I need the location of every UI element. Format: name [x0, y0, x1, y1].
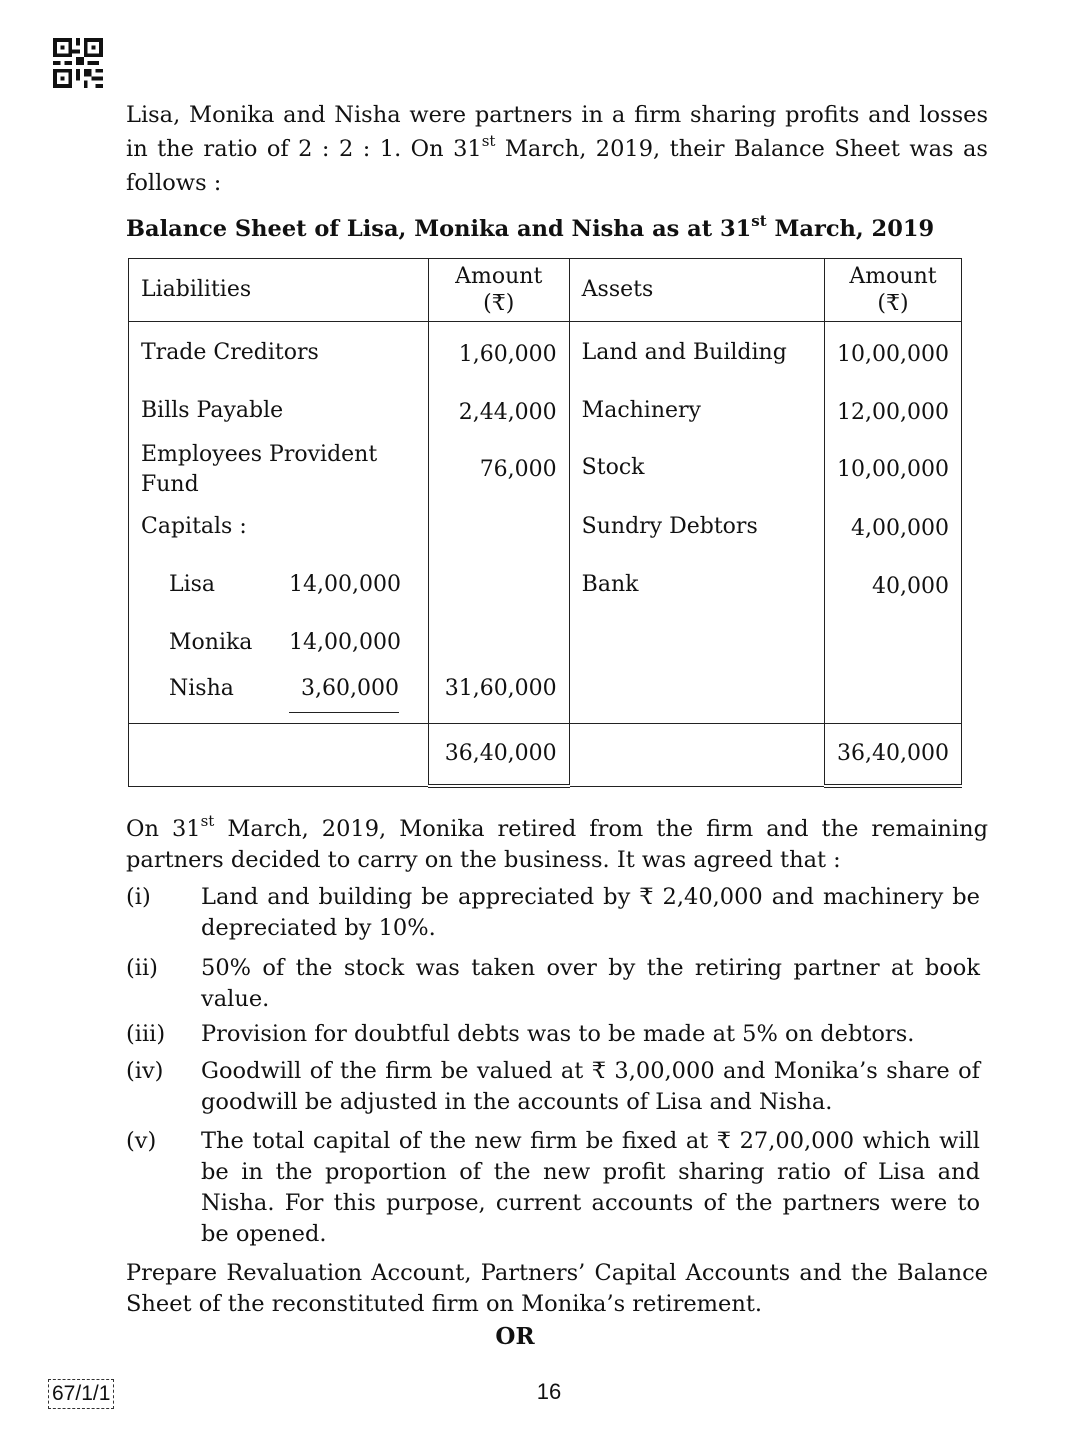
total-assets: 36,40,000 [825, 724, 962, 787]
asset-name: Machinery [569, 382, 824, 440]
or-separator: OR [495, 1323, 535, 1350]
capitals-breakdown [129, 562, 429, 724]
capitals-label: Capitals : [129, 504, 429, 562]
capital-entry-monika: Monika 14,00,000 [169, 629, 401, 655]
asset-amount: 10,00,000 [825, 322, 962, 382]
table-row [129, 562, 962, 724]
asset-amount: 40,000 [825, 562, 962, 724]
asset-name: Land and Building [569, 322, 824, 382]
liability-amount: 2,44,000 [428, 382, 569, 440]
asset-name: Sundry Debtors [569, 504, 824, 562]
table-row [129, 504, 962, 562]
retirement-paragraph: On 31st March, 2019, Monika retired from the firm and the remaining partners decided to carry on the business. It was agreed that : [126, 811, 988, 873]
page-number: 16 [536, 1379, 562, 1404]
paper-code: 67/1/1 [48, 1379, 114, 1409]
balance-sheet-heading: Balance Sheet of Lisa, Monika and Nisha as at 31st March, 2019 [126, 211, 935, 242]
capital-entry-nisha: Nisha 3,60,000 [141, 674, 416, 713]
liability-name: Employees Provident Fund [129, 440, 429, 504]
liabilities-header: Liabilities [129, 259, 429, 322]
assets-header: Assets [569, 259, 824, 322]
instruction-paragraph: Prepare Revaluation Account, Partners’ Capital Accounts and the Balance Sheet of the reconstituted firm on Monika’s retirement. [126, 1260, 988, 1317]
total-liabilities: 36,40,000 [428, 724, 569, 787]
intro-paragraph: Lisa, Monika and Nisha were partners in a firm sharing profits and losses in the ratio of 2 : 2 : 1. On 31st March, 2019, their Balance Sheet was as follows : [126, 102, 988, 196]
table-row [129, 382, 962, 440]
list-item: (v) The total capital of the new firm be fixed at ₹ 27,00,000 which will be in the proportion of the new profit sharing ratio of Lisa and Nisha. For this purpose, current accounts of the partners were to be opened. [126, 1128, 980, 1247]
table-total-row [129, 724, 962, 787]
qr-code-icon [52, 38, 104, 88]
list-item: (ii) 50% of the stock was taken over by the retiring partner at book value. [126, 955, 980, 1012]
asset-name: Stock [569, 440, 824, 504]
asset-name: Bank [569, 562, 824, 724]
capital-entry-lisa: Lisa 14,00,000 [169, 571, 401, 597]
balance-sheet-table [128, 258, 962, 788]
liability-amount [428, 504, 569, 562]
table-row [129, 322, 962, 382]
list-item: (iii) Provision for doubtful debts was to be made at 5% on debtors. [126, 1021, 915, 1047]
capitals-total: 31,60,000 [428, 562, 569, 724]
liability-amount: 76,000 [428, 440, 569, 504]
liability-name: Trade Creditors [129, 322, 429, 382]
asset-amount: 4,00,000 [825, 504, 962, 562]
list-item: (iv) Goodwill of the firm be valued at ₹ 3,00,000 and Monika’s share of goodwill be adjusted in the accounts of Lisa and Nisha. [126, 1058, 980, 1115]
asset-amount: 10,00,000 [825, 440, 962, 504]
table-header-row [129, 259, 962, 322]
liabilities-amount-header: Amount (₹) [428, 259, 569, 322]
asset-amount: 12,00,000 [825, 382, 962, 440]
liability-name: Bills Payable [129, 382, 429, 440]
liability-amount: 1,60,000 [428, 322, 569, 382]
list-item: (i) Land and building be appreciated by ₹ 2,40,000 and machinery be depreciated by 10%. [126, 884, 980, 941]
assets-amount-header: Amount (₹) [825, 259, 962, 322]
table-row [129, 440, 962, 504]
